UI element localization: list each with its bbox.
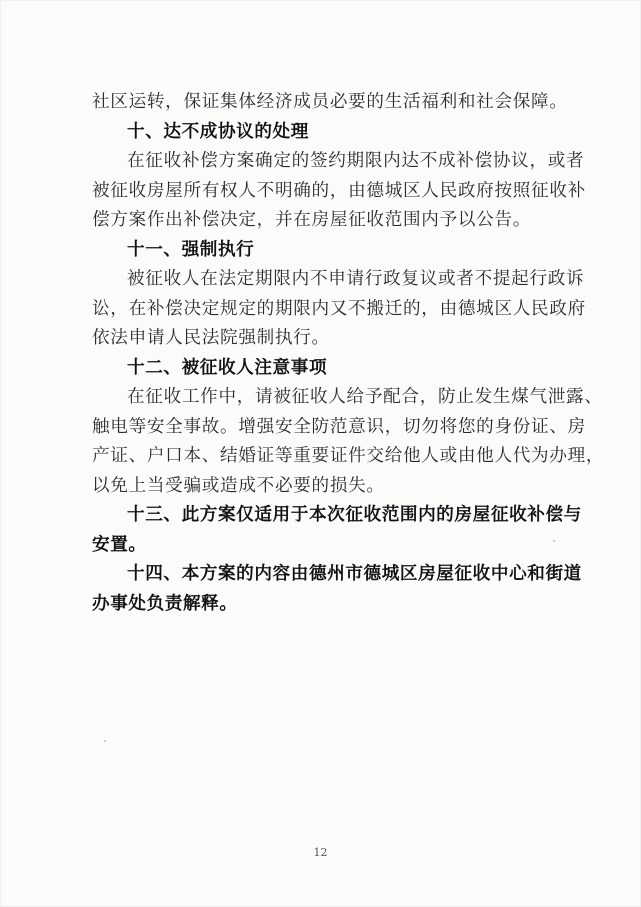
paragraph-line: 被征收房屋所有权人不明确的，由德城区人民政府按照征收补 xyxy=(92,180,586,201)
paragraph-line: 触电等安全事故。增强安全防范意识，切勿将您的身份证、房 xyxy=(92,416,586,437)
paragraph-line: 在征收补偿方案确定的签约期限内达不成补偿协议，或者 xyxy=(127,151,585,171)
scan-speck xyxy=(553,540,555,542)
section-heading-10: 十、达不成协议的处理 xyxy=(127,121,309,142)
paragraph-line: 被征收人在法定期限内不申请行政复议或者不提起行政诉 xyxy=(127,269,585,289)
paragraph-line: 依法申请人民法院强制执行。 xyxy=(92,328,330,348)
paragraph-line: 讼，在补偿决定规定的期限内又不搬迁的，由德城区人民政府 xyxy=(92,298,586,319)
paragraph-line: 以免上当受骗或造成不必要的损失。 xyxy=(92,475,385,496)
section-heading-14-continued: 办事处负责解释。 xyxy=(92,593,238,614)
paragraph-line: 产证、户口本、结婚证等重要证件交给他人或由他人代为办理， xyxy=(92,446,605,466)
document-body xyxy=(92,88,605,619)
paragraph-line: 社区运转，保证集体经济成员必要的生活福利和社会保障。 xyxy=(92,92,568,112)
section-heading-11: 十一、强制执行 xyxy=(127,239,255,260)
section-heading-12: 十二、被征收人注意事项 xyxy=(127,357,328,378)
section-heading-13: 十三、此方案仅适用于本次征收范围内的房屋征收补偿与 xyxy=(127,505,582,525)
scan-speck xyxy=(104,740,106,742)
paragraph-line: 在征收工作中，请被征收人给予配合，防止发生煤气泄露、 xyxy=(127,387,603,407)
section-heading-14: 十四、本方案的内容由德州市德城区房屋征收中心和街道 xyxy=(127,564,582,584)
page-number: 12 xyxy=(313,846,328,859)
section-heading-13-continued: 安置。 xyxy=(92,534,147,555)
paragraph-line: 偿方案作出补偿决定，并在房屋征收范围内予以公告。 xyxy=(92,210,532,230)
